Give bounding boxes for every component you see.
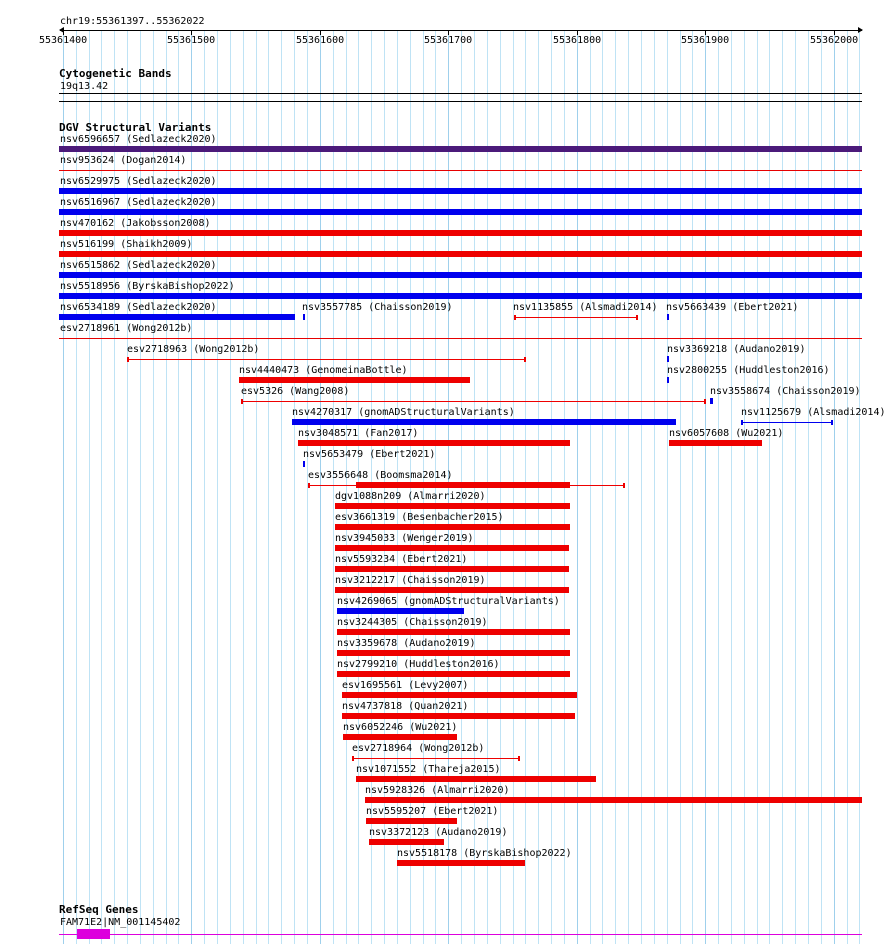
grid-line: [744, 30, 745, 944]
variant-bar[interactable]: [303, 314, 305, 320]
grid-line: [795, 30, 796, 944]
cytoband-line-bottom: [59, 101, 862, 102]
grid-line: [140, 30, 141, 944]
variant-bar[interactable]: [710, 398, 713, 404]
variant-label[interactable]: esv2718964 (Wong2012b): [352, 743, 485, 754]
variant-label[interactable]: nsv3048571 (Fan2017): [298, 428, 419, 439]
grid-line: [178, 30, 179, 944]
variant-bar[interactable]: [667, 356, 669, 362]
variant-label[interactable]: nsv3212217 (Chaisson2019): [335, 575, 486, 586]
variant-bar[interactable]: [337, 650, 570, 656]
grid-line: [731, 30, 732, 944]
grid-line: [256, 30, 257, 944]
variant-label[interactable]: nsv2799210 (Huddleston2016): [337, 659, 500, 670]
variant-bar[interactable]: [59, 209, 862, 215]
variant-label[interactable]: dgv1088n209 (Almarri2020): [335, 491, 486, 502]
grid-line: [757, 30, 758, 944]
scroll-right-arrow-icon[interactable]: [858, 27, 863, 33]
variant-bar[interactable]: [59, 146, 862, 152]
grid-line: [320, 30, 321, 944]
variant-bar[interactable]: [669, 440, 762, 446]
variant-label[interactable]: nsv4440473 (GenomeinaBottle): [239, 365, 408, 376]
variant-bar[interactable]: [667, 377, 669, 383]
variant-span-cap: [704, 399, 706, 404]
variant-label[interactable]: nsv3557785 (Chaisson2019): [302, 302, 453, 313]
grid-line: [667, 30, 668, 944]
variant-bar[interactable]: [59, 314, 295, 320]
variant-bar[interactable]: [59, 251, 862, 257]
variant-span-line[interactable]: [741, 422, 832, 423]
track-title-refseq[interactable]: RefSeq Genes: [59, 903, 139, 916]
gene-intron-line[interactable]: [59, 934, 862, 935]
variant-span-cap: [623, 483, 625, 488]
grid-line: [590, 30, 591, 944]
grid-line: [63, 30, 64, 944]
grid-line: [615, 30, 616, 944]
variant-bar[interactable]: [335, 587, 569, 593]
grid-line: [153, 30, 154, 944]
variant-bar[interactable]: [397, 860, 525, 866]
variant-span-cap: [352, 756, 354, 761]
grid-line: [782, 30, 783, 944]
grid-line: [76, 30, 77, 944]
grid-line: [602, 30, 603, 944]
grid-line: [834, 30, 835, 944]
variant-label[interactable]: nsv5518956 (ByrskaBishop2022): [60, 281, 235, 292]
variant-line[interactable]: [59, 170, 862, 171]
variant-span-cap: [524, 357, 526, 362]
variant-bar[interactable]: [59, 230, 862, 236]
variant-bar[interactable]: [337, 629, 570, 635]
grid-line: [191, 30, 192, 944]
grid-line: [692, 30, 693, 944]
variant-bar[interactable]: [342, 692, 577, 698]
grid-line: [346, 30, 347, 944]
grid-line: [628, 30, 629, 944]
ruler-tick-label: 55361900: [681, 35, 730, 46]
variant-bar[interactable]: [342, 713, 575, 719]
variant-label[interactable]: nsv3359678 (Audano2019): [337, 638, 476, 649]
variant-bar[interactable]: [59, 272, 862, 278]
variant-label[interactable]: nsv5593234 (Ebert2021): [335, 554, 468, 565]
grid-line: [204, 30, 205, 944]
variant-span-cap: [518, 756, 520, 761]
grid-line: [89, 30, 90, 944]
variant-bar[interactable]: [337, 671, 570, 677]
variant-label[interactable]: esv2718963 (Wong2012b): [127, 344, 260, 355]
variant-bar[interactable]: [335, 566, 569, 572]
variant-bar[interactable]: [343, 734, 457, 740]
variant-label[interactable]: nsv2800255 (Huddleston2016): [667, 365, 830, 376]
variant-bar[interactable]: [667, 314, 669, 320]
position-label: chr19:55361397..55362022: [60, 16, 205, 27]
variant-span-line[interactable]: [352, 758, 519, 759]
variant-line[interactable]: [59, 338, 862, 339]
variant-label[interactable]: nsv516199 (Shaikh2009): [60, 239, 193, 250]
ruler-tick-label: 55361500: [167, 35, 216, 46]
grid-line: [230, 30, 231, 944]
grid-line: [577, 30, 578, 944]
variant-label[interactable]: nsv1125679 (Alsmadi2014): [741, 407, 886, 418]
variant-span-cap: [308, 483, 310, 488]
ruler-tick-label: 55361700: [424, 35, 473, 46]
variant-span-cap: [514, 315, 516, 320]
variant-label[interactable]: esv1695561 (Levy2007): [342, 680, 469, 691]
grid-line: [268, 30, 269, 944]
variant-span-line[interactable]: [127, 359, 525, 360]
cytoband-label: 19q13.42: [60, 81, 109, 92]
grid-line: [821, 30, 822, 944]
variant-label[interactable]: nsv6529975 (Sedlazeck2020): [60, 176, 217, 187]
variant-bar[interactable]: [239, 377, 470, 383]
grid-line: [243, 30, 244, 944]
variant-label[interactable]: nsv6596657 (Sedlazeck2020): [60, 134, 217, 145]
ruler-tick-label: 55361600: [296, 35, 345, 46]
variant-label[interactable]: nsv5653479 (Ebert2021): [303, 449, 436, 460]
track-title-cytoband[interactable]: Cytogenetic Bands: [59, 67, 172, 80]
variant-label[interactable]: nsv6515862 (Sedlazeck2020): [60, 260, 217, 271]
variant-bar[interactable]: [59, 293, 862, 299]
gene-exon[interactable]: [77, 929, 110, 939]
variant-bar[interactable]: [356, 482, 570, 488]
variant-label[interactable]: nsv6534189 (Sedlazeck2020): [60, 302, 217, 313]
variant-bar[interactable]: [303, 461, 305, 467]
variant-span-cap: [636, 315, 638, 320]
variant-label[interactable]: esv5326 (Wang2008): [241, 386, 350, 397]
variant-label[interactable]: esv3556648 (Boomsma2014): [308, 470, 453, 481]
grid-line: [166, 30, 167, 944]
grid-line: [641, 30, 642, 944]
variant-label[interactable]: nsv5518178 (ByrskaBishop2022): [397, 848, 572, 859]
variant-label[interactable]: nsv4269065 (gnomADStructuralVariants): [337, 596, 560, 607]
variant-bar[interactable]: [356, 776, 596, 782]
grid-line: [705, 30, 706, 944]
variant-bar[interactable]: [59, 188, 862, 194]
grid-line: [847, 30, 848, 944]
variant-span-cap: [127, 357, 129, 362]
variant-label[interactable]: esv2718961 (Wong2012b): [60, 323, 193, 334]
variant-label[interactable]: nsv3945033 (Wenger2019): [335, 533, 474, 544]
variant-span-cap: [831, 420, 833, 425]
ruler-tick-label: 55361400: [39, 35, 88, 46]
variant-label[interactable]: nsv3244305 (Chaisson2019): [337, 617, 488, 628]
grid-line: [859, 30, 860, 944]
variant-bar[interactable]: [298, 440, 570, 446]
grid-line: [294, 30, 295, 944]
variant-label[interactable]: nsv3558674 (Chaisson2019): [710, 386, 861, 397]
ruler-line: [60, 30, 862, 31]
track-title-dgv[interactable]: DGV Structural Variants: [59, 121, 212, 134]
variant-label[interactable]: nsv1071552 (Thareja2015): [356, 764, 501, 775]
variant-label[interactable]: nsv5928326 (Almarri2020): [365, 785, 510, 796]
variant-span-line[interactable]: [514, 317, 637, 318]
variant-bar[interactable]: [335, 503, 570, 509]
variant-label[interactable]: nsv4270317 (gnomADStructuralVariants): [292, 407, 515, 418]
grid-line: [281, 30, 282, 944]
variant-bar[interactable]: [292, 419, 676, 425]
variant-bar[interactable]: [365, 797, 862, 803]
grid-line: [127, 30, 128, 944]
grid-line: [333, 30, 334, 944]
grid-line: [114, 30, 115, 944]
variant-bar[interactable]: [337, 608, 464, 614]
variant-label[interactable]: nsv4737818 (Quan2021): [342, 701, 469, 712]
variant-span-line[interactable]: [241, 401, 705, 402]
variant-label[interactable]: nsv3372123 (Audano2019): [369, 827, 508, 838]
variant-bar[interactable]: [335, 524, 570, 530]
variant-label[interactable]: nsv6057608 (Wu2021): [669, 428, 784, 439]
ruler-tick-label: 55361800: [553, 35, 602, 46]
grid-line: [680, 30, 681, 944]
variant-label[interactable]: nsv6052246 (Wu2021): [343, 722, 458, 733]
variant-label[interactable]: nsv6516967 (Sedlazeck2020): [60, 197, 217, 208]
variant-span-cap: [741, 420, 743, 425]
variant-label[interactable]: nsv1135855 (Alsmadi2014): [513, 302, 658, 313]
variant-bar[interactable]: [335, 545, 569, 551]
gene-label[interactable]: FAM71E2|NM_001145402: [60, 917, 181, 928]
grid-line: [217, 30, 218, 944]
ruler-tick-label: 55362000: [810, 35, 859, 46]
variant-bar[interactable]: [366, 818, 457, 824]
grid-line: [769, 30, 770, 944]
grid-line: [808, 30, 809, 944]
variant-bar[interactable]: [369, 839, 444, 845]
grid-line: [101, 30, 102, 944]
variant-label[interactable]: nsv5595207 (Ebert2021): [366, 806, 499, 817]
variant-label[interactable]: nsv5663439 (Ebert2021): [666, 302, 799, 313]
variant-label[interactable]: nsv3369218 (Audano2019): [667, 344, 806, 355]
grid-line: [718, 30, 719, 944]
cytoband-line-top: [59, 93, 862, 94]
grid-line: [654, 30, 655, 944]
variant-label[interactable]: nsv953624 (Dogan2014): [60, 155, 187, 166]
variant-label[interactable]: esv3661319 (Besenbacher2015): [335, 512, 504, 523]
variant-span-cap: [241, 399, 243, 404]
variant-label[interactable]: nsv470162 (Jakobsson2008): [60, 218, 211, 229]
